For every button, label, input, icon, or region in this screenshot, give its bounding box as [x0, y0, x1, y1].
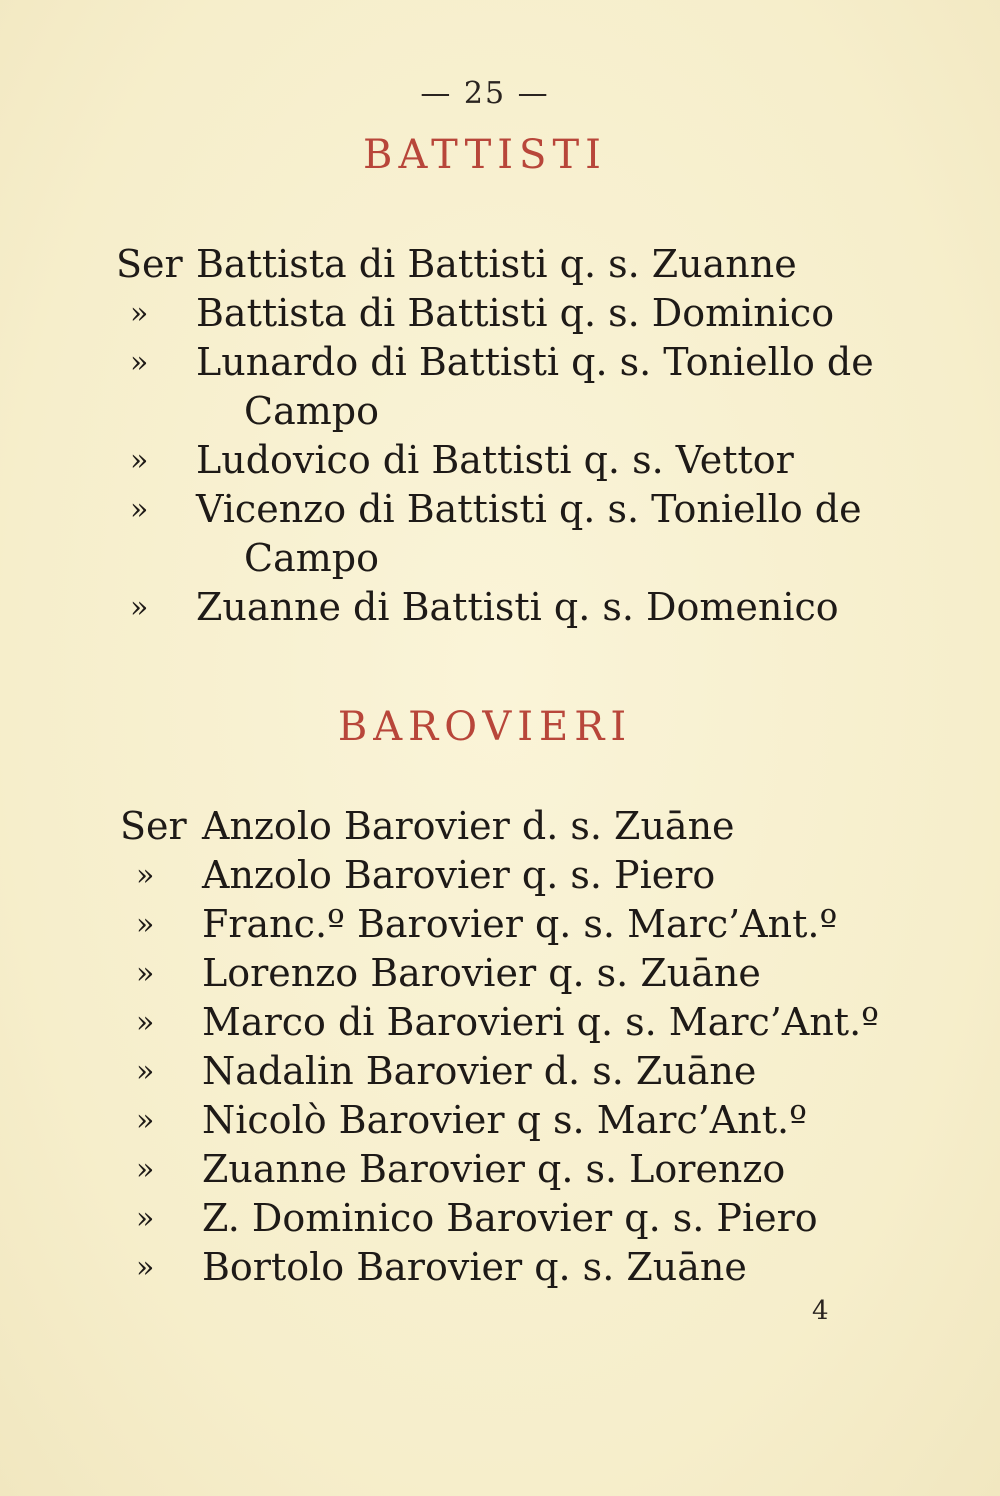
entry-text: Zuanne di Battisti q. s. Domenico	[196, 585, 839, 629]
list-item	[0, 485, 1000, 534]
list-item	[0, 900, 1000, 949]
ditto-mark: »	[136, 956, 155, 991]
entry-text: Z. Dominico Barovier q. s. Piero	[202, 1196, 818, 1240]
list-item	[0, 583, 1000, 632]
barovieri-list	[0, 802, 1000, 1292]
ditto-mark: »	[136, 1152, 155, 1187]
entry-text: Anzolo Barovier d. s. Zuāne	[202, 804, 735, 848]
entry-text: Nadalin Barovier d. s. Zuāne	[202, 1049, 757, 1093]
ditto-mark: »	[136, 1054, 155, 1089]
list-item	[0, 949, 1000, 998]
entry-text: Campo	[244, 389, 379, 433]
list-item	[0, 338, 1000, 387]
list-item	[0, 1096, 1000, 1145]
entry-text: Battista di Battisti q. s. Dominico	[196, 291, 835, 335]
entry-text: Zuanne Barovier q. s. Lorenzo	[202, 1147, 786, 1191]
list-item	[0, 1047, 1000, 1096]
list-item-continuation	[0, 534, 1000, 583]
list-item	[0, 851, 1000, 900]
entry-text: Ludovico di Battisti q. s. Vettor	[196, 438, 794, 482]
list-item	[0, 1145, 1000, 1194]
list-item	[0, 1243, 1000, 1292]
section-title-battisti: BATTISTI	[363, 132, 607, 178]
list-item	[0, 802, 1000, 851]
entry-text: Franc.º Barovier q. s. Marc’Ant.º	[202, 902, 838, 946]
entry-text: Battista di Battisti q. s. Zuanne	[196, 242, 797, 286]
ditto-mark: »	[130, 296, 149, 331]
list-item	[0, 1194, 1000, 1243]
section-title-barovieri: BAROVIERI	[337, 704, 633, 750]
page-number: — 25 —	[420, 76, 550, 111]
list-item	[0, 289, 1000, 338]
ditto-mark: »	[136, 858, 155, 893]
entry-text: Lorenzo Barovier q. s. Zuāne	[202, 951, 761, 995]
entry-text: Bortolo Barovier q. s. Zuāne	[202, 1245, 747, 1289]
entry-text: Lunardo di Battisti q. s. Toniello de	[196, 340, 874, 384]
signature-mark: 4	[812, 1296, 829, 1326]
ditto-mark: »	[136, 1250, 155, 1285]
ditto-mark: »	[130, 345, 149, 380]
ditto-mark: »	[130, 492, 149, 527]
entry-text: Nicolò Barovier q s. Marc’Ant.º	[202, 1098, 807, 1142]
list-item	[0, 998, 1000, 1047]
list-item-continuation	[0, 387, 1000, 436]
ditto-mark: »	[136, 1103, 155, 1138]
ditto-mark: »	[136, 1201, 155, 1236]
list-item	[0, 436, 1000, 485]
entry-text: Campo	[244, 536, 379, 580]
lead-word: Ser	[116, 242, 183, 286]
ditto-mark: »	[136, 907, 155, 942]
entry-text: Vicenzo di Battisti q. s. Toniello de	[196, 487, 862, 531]
entry-text: Marco di Barovieri q. s. Marc’Ant.º	[202, 1000, 880, 1044]
list-item	[0, 240, 1000, 289]
battisti-list	[0, 240, 1000, 632]
entry-text: Anzolo Barovier q. s. Piero	[202, 853, 716, 897]
ditto-mark: »	[130, 590, 149, 625]
ditto-mark: »	[136, 1005, 155, 1040]
ditto-mark: »	[130, 443, 149, 478]
lead-word: Ser	[120, 804, 187, 848]
